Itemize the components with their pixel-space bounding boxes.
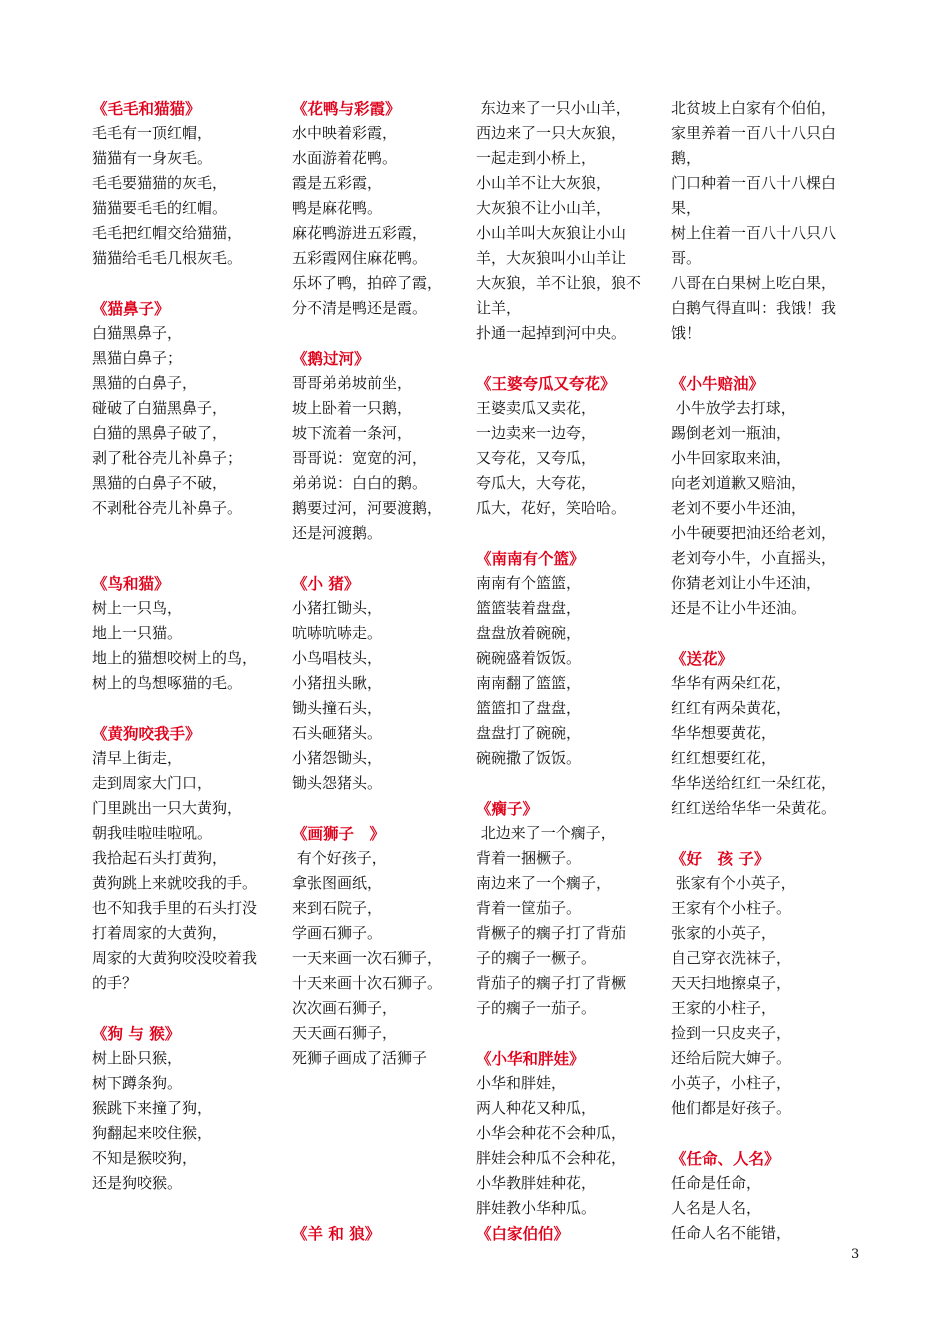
poem-line: 盘盘打了碗碗， bbox=[476, 724, 582, 742]
poem-line: 华华有两朵红花， bbox=[671, 674, 792, 692]
poem-line: 又夸花，又夸瓜， bbox=[476, 449, 597, 467]
poem-line: 小猪扛锄头， bbox=[292, 599, 383, 617]
poem-block bbox=[671, 846, 871, 1121]
poem-line: 猫猫有一身灰毛。 bbox=[92, 149, 213, 167]
poem-line: 还是不让小牛还油。 bbox=[671, 599, 807, 617]
poem-line: 南边来了一个瘸子， bbox=[476, 874, 612, 892]
poem-line: 小华和胖娃， bbox=[476, 1074, 567, 1092]
poem-line: 也不知我手里的石头打没 bbox=[92, 899, 258, 917]
poem-block bbox=[292, 96, 472, 321]
poem-title: 《毛毛和猫猫》 bbox=[92, 99, 201, 118]
poem-line: 碗碗盛着饭饭。 bbox=[476, 649, 582, 667]
poem-line: 背着一筐茄子。 bbox=[476, 899, 582, 917]
poem-title: 《白家伯伯》 bbox=[476, 1224, 570, 1243]
poem-line: 拿张图画纸， bbox=[292, 874, 383, 892]
poem-line: 坡上卧着一只鹅， bbox=[292, 399, 413, 417]
poem-line: 水面游着花鸭。 bbox=[292, 149, 398, 167]
poem-line: 向老刘道歉又赔油， bbox=[671, 474, 807, 492]
poem-block bbox=[292, 821, 472, 1071]
poem-block bbox=[292, 1221, 472, 1246]
poem-line: 地上的猫想咬树上的鸟， bbox=[92, 649, 258, 667]
poem-line: 朝我哇啦哇啦吼。 bbox=[92, 824, 213, 842]
poem-line: 王家有个小柱子。 bbox=[671, 899, 792, 917]
poem-title: 《鹅过河》 bbox=[292, 349, 370, 368]
poem-line: 锄头撞石头， bbox=[292, 699, 383, 717]
poem-block bbox=[476, 1046, 656, 1221]
poem-line: 周家的大黄狗咬没咬着我 bbox=[92, 949, 258, 967]
poem-line: 我拾起石头打黄狗， bbox=[92, 849, 228, 867]
poem-line: 胖娃会种瓜不会种花， bbox=[476, 1149, 627, 1167]
poem-title: 《黄狗咬我手》 bbox=[92, 724, 201, 743]
poem-line: 一天来画一次石狮子， bbox=[292, 949, 443, 967]
poem-line: 老刘夸小牛，小直摇头， bbox=[671, 549, 837, 567]
poem-line: 不剥秕谷壳儿补鼻子。 bbox=[92, 499, 243, 517]
poem-line: 小英子，小柱子， bbox=[671, 1074, 792, 1092]
poem-line: 南南有个篮篮， bbox=[476, 574, 582, 592]
poem-line: 让羊， bbox=[476, 299, 522, 317]
poem-block bbox=[476, 796, 656, 1021]
poem-line: 猴跳下来撞了狗， bbox=[92, 1099, 213, 1117]
poem-line: 一起走到小桥上， bbox=[476, 149, 597, 167]
poem-line: 张家有个小英子， bbox=[671, 874, 796, 892]
poem-title: 《小牛赔油》 bbox=[671, 374, 765, 393]
poem-block bbox=[92, 96, 282, 271]
poem-line: 红红想要红花， bbox=[671, 749, 777, 767]
poem-line: 红红送给华华一朵黄花。 bbox=[671, 799, 837, 817]
poem-block bbox=[292, 346, 472, 546]
poem-line: 十天来画十次石狮子。 bbox=[292, 974, 443, 992]
poem-line: 弟弟说：白白的鹅。 bbox=[292, 474, 428, 492]
poem-block bbox=[476, 546, 656, 771]
poem-line: 黑猫的白鼻子不破， bbox=[92, 474, 228, 492]
poem-line: 自己穿衣洗袜子， bbox=[671, 949, 792, 967]
poem-block bbox=[476, 1221, 656, 1246]
poem-line: 五彩霞网住麻花鸭。 bbox=[292, 249, 428, 267]
poem-line: 毛毛有一顶红帽， bbox=[92, 124, 213, 142]
poem-title: 《瘸子》 bbox=[476, 799, 539, 818]
poem-title: 《猫鼻子》 bbox=[92, 299, 170, 318]
poem-line: 盘盘放着碗碗， bbox=[476, 624, 582, 642]
poem-line: 胖娃教小华种瓜。 bbox=[476, 1199, 597, 1217]
poem-line: 华华送给红红一朵红花， bbox=[671, 774, 837, 792]
poem-block bbox=[671, 1146, 871, 1246]
poem-line: 碗碗撒了饭饭。 bbox=[476, 749, 582, 767]
poem-line: 坡下流着一条河， bbox=[292, 424, 413, 442]
poem-line: 黄狗跳上来就咬我的手。 bbox=[92, 874, 258, 892]
poem-line: 小鸟唱枝头， bbox=[292, 649, 383, 667]
poem-line: 不知是猴咬狗， bbox=[92, 1149, 198, 1167]
poem-title: 《鸟和猫》 bbox=[92, 574, 170, 593]
poem-title: 《羊 和 狼》 bbox=[292, 1224, 381, 1243]
poem-line: 北贫坡上白家有个伯伯， bbox=[671, 99, 837, 117]
poem-line: 天天扫地擦桌子， bbox=[671, 974, 792, 992]
poem-title: 《王婆夸瓜又夸花》 bbox=[476, 374, 616, 393]
poem-line: 篮篮装着盘盘， bbox=[476, 599, 582, 617]
poem-title: 《好 孩 子》 bbox=[671, 849, 770, 868]
poem-line: 分不清是鸭还是霞。 bbox=[292, 299, 428, 317]
poem-line: 走到周家大门口， bbox=[92, 774, 213, 792]
poem-line: 碰破了白猫黑鼻子， bbox=[92, 399, 228, 417]
poem-line: 来到石院子， bbox=[292, 899, 383, 917]
poem-line: 小牛放学去打球， bbox=[671, 399, 796, 417]
poem-line: 华华想要黄花， bbox=[671, 724, 777, 742]
poem-line: 还是狗咬猴。 bbox=[92, 1174, 183, 1192]
poem-line: 树上卧只猴， bbox=[92, 1049, 183, 1067]
poem-block bbox=[92, 721, 282, 996]
poem-line: 王家的小柱子， bbox=[671, 999, 777, 1017]
poem-line: 白猫黑鼻子， bbox=[92, 324, 183, 342]
poem-line: 黑猫白鼻子； bbox=[92, 349, 183, 367]
poem-line: 小猪扭头瞅， bbox=[292, 674, 383, 692]
poem-line: 白猫的黑鼻子破了， bbox=[92, 424, 228, 442]
poem-line: 背茄子的瘸子打了背橛 bbox=[476, 974, 627, 992]
poem-line: 树下蹲条狗。 bbox=[92, 1074, 183, 1092]
poem-line: 羊，大灰狼叫小山羊让 bbox=[476, 249, 627, 267]
poem-line: 夸瓜大，大夸花， bbox=[476, 474, 597, 492]
poem-line: 毛毛把红帽交给猫猫， bbox=[92, 224, 243, 242]
poem-line: 王婆卖瓜又卖花， bbox=[476, 399, 597, 417]
poem-line: 两人种花又种瓜， bbox=[476, 1099, 597, 1117]
poem-line: 西边来了一只大灰狼， bbox=[476, 124, 627, 142]
poem-line: 果， bbox=[671, 199, 702, 217]
poem-block bbox=[292, 571, 472, 796]
poem-line: 小山羊不让大灰狼， bbox=[476, 174, 612, 192]
poem-line: 哥。 bbox=[671, 249, 702, 267]
poem-line: 你猜老刘让小牛还油， bbox=[671, 574, 822, 592]
poem-line: 次次画石狮子， bbox=[292, 999, 398, 1017]
poem-line: 霞是五彩霞， bbox=[292, 174, 383, 192]
poem-block bbox=[671, 646, 871, 821]
poem-line: 任命是任命， bbox=[671, 1174, 762, 1192]
poem-line: 大灰狼，羊不让狼，狼不 bbox=[476, 274, 642, 292]
poem-line: 地上一只猫。 bbox=[92, 624, 183, 642]
poem-line: 家里养着一百八十八只白 bbox=[671, 124, 837, 142]
poem-line: 门口种着一百八十八棵白 bbox=[671, 174, 837, 192]
poem-line: 门里跳出一只大黄狗， bbox=[92, 799, 243, 817]
poem-line: 小华教胖娃种花， bbox=[476, 1174, 597, 1192]
poem-line: 石头砸猪头。 bbox=[292, 724, 383, 742]
poem-line: 剥了秕谷壳儿补鼻子； bbox=[92, 449, 243, 467]
poem-line: 黑猫的白鼻子， bbox=[92, 374, 198, 392]
poem-line: 饿！ bbox=[671, 324, 702, 342]
poem-line: 八哥在白果树上吃白果， bbox=[671, 274, 837, 292]
poem-line: 一边卖来一边夸， bbox=[476, 424, 597, 442]
poem-line: 大灰狼不让小山羊， bbox=[476, 199, 612, 217]
poem-line: 东边来了一只小山羊， bbox=[476, 99, 631, 117]
poem-line: 有个好孩子， bbox=[292, 849, 387, 867]
poem-block bbox=[671, 96, 871, 346]
poem-line: 吭哧吭哧走。 bbox=[292, 624, 383, 642]
poem-title: 《狗 与 猴》 bbox=[92, 1024, 181, 1043]
poem-line: 死狮子画成了活狮子 bbox=[292, 1049, 428, 1067]
poem-line: 北边来了一个瘸子， bbox=[476, 824, 616, 842]
poem-line: 树上的鸟想啄猫的毛。 bbox=[92, 674, 243, 692]
poem-title: 《送花》 bbox=[671, 649, 734, 668]
poem-line: 他们都是好孩子。 bbox=[671, 1099, 792, 1117]
poem-line: 打着周家的大黄狗， bbox=[92, 924, 228, 942]
poem-line: 猫猫要毛毛的红帽。 bbox=[92, 199, 228, 217]
poem-line: 背着一捆橛子。 bbox=[476, 849, 582, 867]
poem-line: 清早上街走， bbox=[92, 749, 183, 767]
poem-line: 背橛子的瘸子打了背茄 bbox=[476, 924, 627, 942]
poem-block bbox=[476, 96, 656, 346]
poem-title: 《南南有个篮》 bbox=[476, 549, 585, 568]
poem-line: 小牛硬要把油还给老刘， bbox=[671, 524, 837, 542]
poem-line: 人名是人名， bbox=[671, 1199, 762, 1217]
poem-line: 乐坏了鸭，拍碎了霞， bbox=[292, 274, 443, 292]
poem-line: 白鹅气得直叫：我饿！我 bbox=[671, 299, 837, 317]
poem-line: 狗翻起来咬住猴， bbox=[92, 1124, 213, 1142]
poem-line: 瓜大，花好，笑哈哈。 bbox=[476, 499, 627, 517]
poem-line: 水中映着彩霞， bbox=[292, 124, 398, 142]
poem-block bbox=[671, 371, 871, 621]
column-2 bbox=[292, 96, 472, 1246]
poem-title: 《画狮子 》 bbox=[292, 824, 386, 843]
poem-title: 《任命、人名》 bbox=[671, 1149, 780, 1168]
poem-block bbox=[92, 571, 282, 696]
poem-line: 小牛回家取来油， bbox=[671, 449, 792, 467]
poem-line: 老刘不要小牛还油， bbox=[671, 499, 807, 517]
poem-line: 学画石狮子。 bbox=[292, 924, 383, 942]
poem-line: 子的瘸子一橛子。 bbox=[476, 949, 597, 967]
column-3 bbox=[476, 96, 656, 1246]
poem-line: 锄头怨猪头。 bbox=[292, 774, 383, 792]
poem-line: 扑通一起掉到河中央。 bbox=[476, 324, 627, 342]
poem-line: 捡到一只皮夹子， bbox=[671, 1024, 792, 1042]
poem-line: 的手？ bbox=[92, 974, 138, 992]
poem-line: 哥哥弟弟坡前坐， bbox=[292, 374, 413, 392]
poem-line: 天天画石狮子， bbox=[292, 1024, 398, 1042]
poem-line: 猫猫给毛毛几根灰毛。 bbox=[92, 249, 243, 267]
page-number: 3 bbox=[851, 1247, 860, 1262]
poem-line: 树上一只鸟， bbox=[92, 599, 183, 617]
poem-line: 树上住着一百八十八只八 bbox=[671, 224, 837, 242]
poem-title: 《花鸭与彩霞》 bbox=[292, 99, 401, 118]
column-1 bbox=[92, 96, 282, 1196]
poem-line: 篮篮扣了盘盘， bbox=[476, 699, 582, 717]
poem-line: 小山羊叫大灰狼让小山 bbox=[476, 224, 627, 242]
poem-line: 红红有两朵黄花， bbox=[671, 699, 792, 717]
poem-line: 鹅要过河，河要渡鹅， bbox=[292, 499, 443, 517]
poem-line: 踢倒老刘一瓶油， bbox=[671, 424, 792, 442]
poem-line: 鸭是麻花鸭。 bbox=[292, 199, 383, 217]
poem-line: 还是河渡鹅。 bbox=[292, 524, 383, 542]
column-4 bbox=[671, 96, 871, 1246]
poem-line: 子的瘸子一茄子。 bbox=[476, 999, 597, 1017]
poem-line: 鹅， bbox=[671, 149, 702, 167]
poem-line: 小猪怨锄头， bbox=[292, 749, 383, 767]
poem-title: 《小华和胖娃》 bbox=[476, 1049, 585, 1068]
poem-line: 南南翻了篮篮， bbox=[476, 674, 582, 692]
poem-line: 小华会种花不会种瓜， bbox=[476, 1124, 627, 1142]
poem-line: 麻花鸭游进五彩霞， bbox=[292, 224, 428, 242]
poem-line: 哥哥说：宽宽的河， bbox=[292, 449, 428, 467]
poem-line: 还给后院大婶子。 bbox=[671, 1049, 792, 1067]
poem-line: 毛毛要猫猫的灰毛， bbox=[92, 174, 228, 192]
poem-line: 张家的小英子， bbox=[671, 924, 777, 942]
poem-line: 任命人名不能错， bbox=[671, 1224, 792, 1242]
poem-block bbox=[476, 371, 656, 521]
poem-title: 《小 猪》 bbox=[292, 574, 360, 593]
poem-block bbox=[92, 296, 282, 521]
poem-block bbox=[92, 1021, 282, 1196]
